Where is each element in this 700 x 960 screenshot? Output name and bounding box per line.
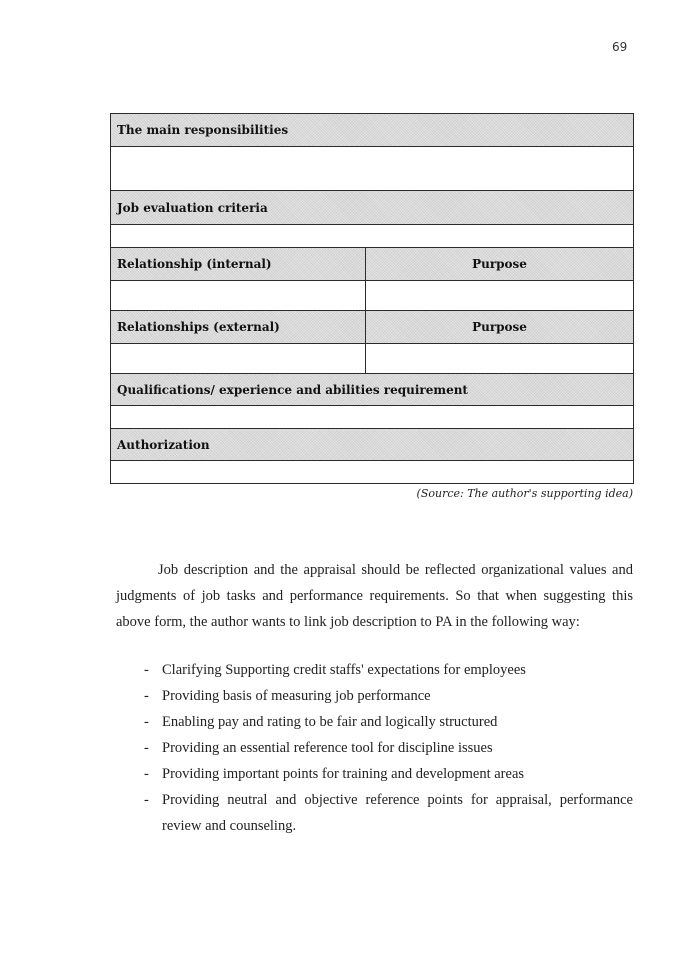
dash-bullet-icon: -	[144, 766, 149, 782]
page-number: 69	[612, 40, 628, 54]
main-responsibilities-header: The main responsibilities	[111, 114, 634, 147]
list-item-text: Enabling pay and rating to be fair and logically structured	[162, 714, 498, 730]
list-item	[116, 735, 633, 761]
body-paragraph-text: Job description and the appraisal should be reflected organizational values and judgments of job tasks and performance requirements. So that when suggesting this above form, the author wants to link job description to PA in the following way:	[116, 562, 633, 630]
table-source-caption: (Source: The author's supporting idea)	[416, 487, 633, 500]
list-item	[116, 683, 633, 709]
job-evaluation-criteria-field[interactable]	[111, 225, 634, 248]
bullet-list	[116, 657, 633, 839]
relationship-internal-purpose-field[interactable]	[366, 281, 634, 311]
relationship-internal-purpose-header: Purpose	[366, 248, 634, 281]
authorization-field[interactable]	[111, 461, 634, 484]
relationship-internal-field[interactable]	[111, 281, 366, 311]
dash-bullet-icon: -	[144, 714, 149, 730]
job-evaluation-criteria-header: Job evaluation criteria	[111, 191, 634, 225]
relationships-external-purpose-field[interactable]	[366, 344, 634, 374]
list-item	[116, 787, 633, 839]
list-item	[116, 761, 633, 787]
list-item	[116, 657, 633, 683]
main-responsibilities-field[interactable]	[111, 147, 634, 191]
relationships-external-purpose-header: Purpose	[366, 311, 634, 344]
list-item	[116, 709, 633, 735]
authorization-header: Authorization	[111, 429, 634, 461]
body-paragraph	[116, 557, 633, 635]
relationships-external-field[interactable]	[111, 344, 366, 374]
list-item-text: Providing an essential reference tool for discipline issues	[162, 740, 493, 756]
dash-bullet-icon: -	[144, 740, 149, 756]
list-item-text: Providing neutral and objective reference points for appraisal, performance review and counseling.	[162, 792, 633, 834]
list-item-text: Providing basis of measuring job performance	[162, 688, 431, 704]
list-item-text: Clarifying Supporting credit staffs' expectations for employees	[162, 662, 526, 678]
job-description-form-table	[110, 113, 634, 484]
dash-bullet-icon: -	[144, 792, 149, 808]
qualifications-header: Qualifications/ experience and abilities requirement	[111, 374, 634, 406]
relationships-external-header: Relationships (external)	[111, 311, 366, 344]
qualifications-field[interactable]	[111, 406, 634, 429]
relationship-internal-header: Relationship (internal)	[111, 248, 366, 281]
dash-bullet-icon: -	[144, 662, 149, 678]
dash-bullet-icon: -	[144, 688, 149, 704]
list-item-text: Providing important points for training and development areas	[162, 766, 525, 782]
